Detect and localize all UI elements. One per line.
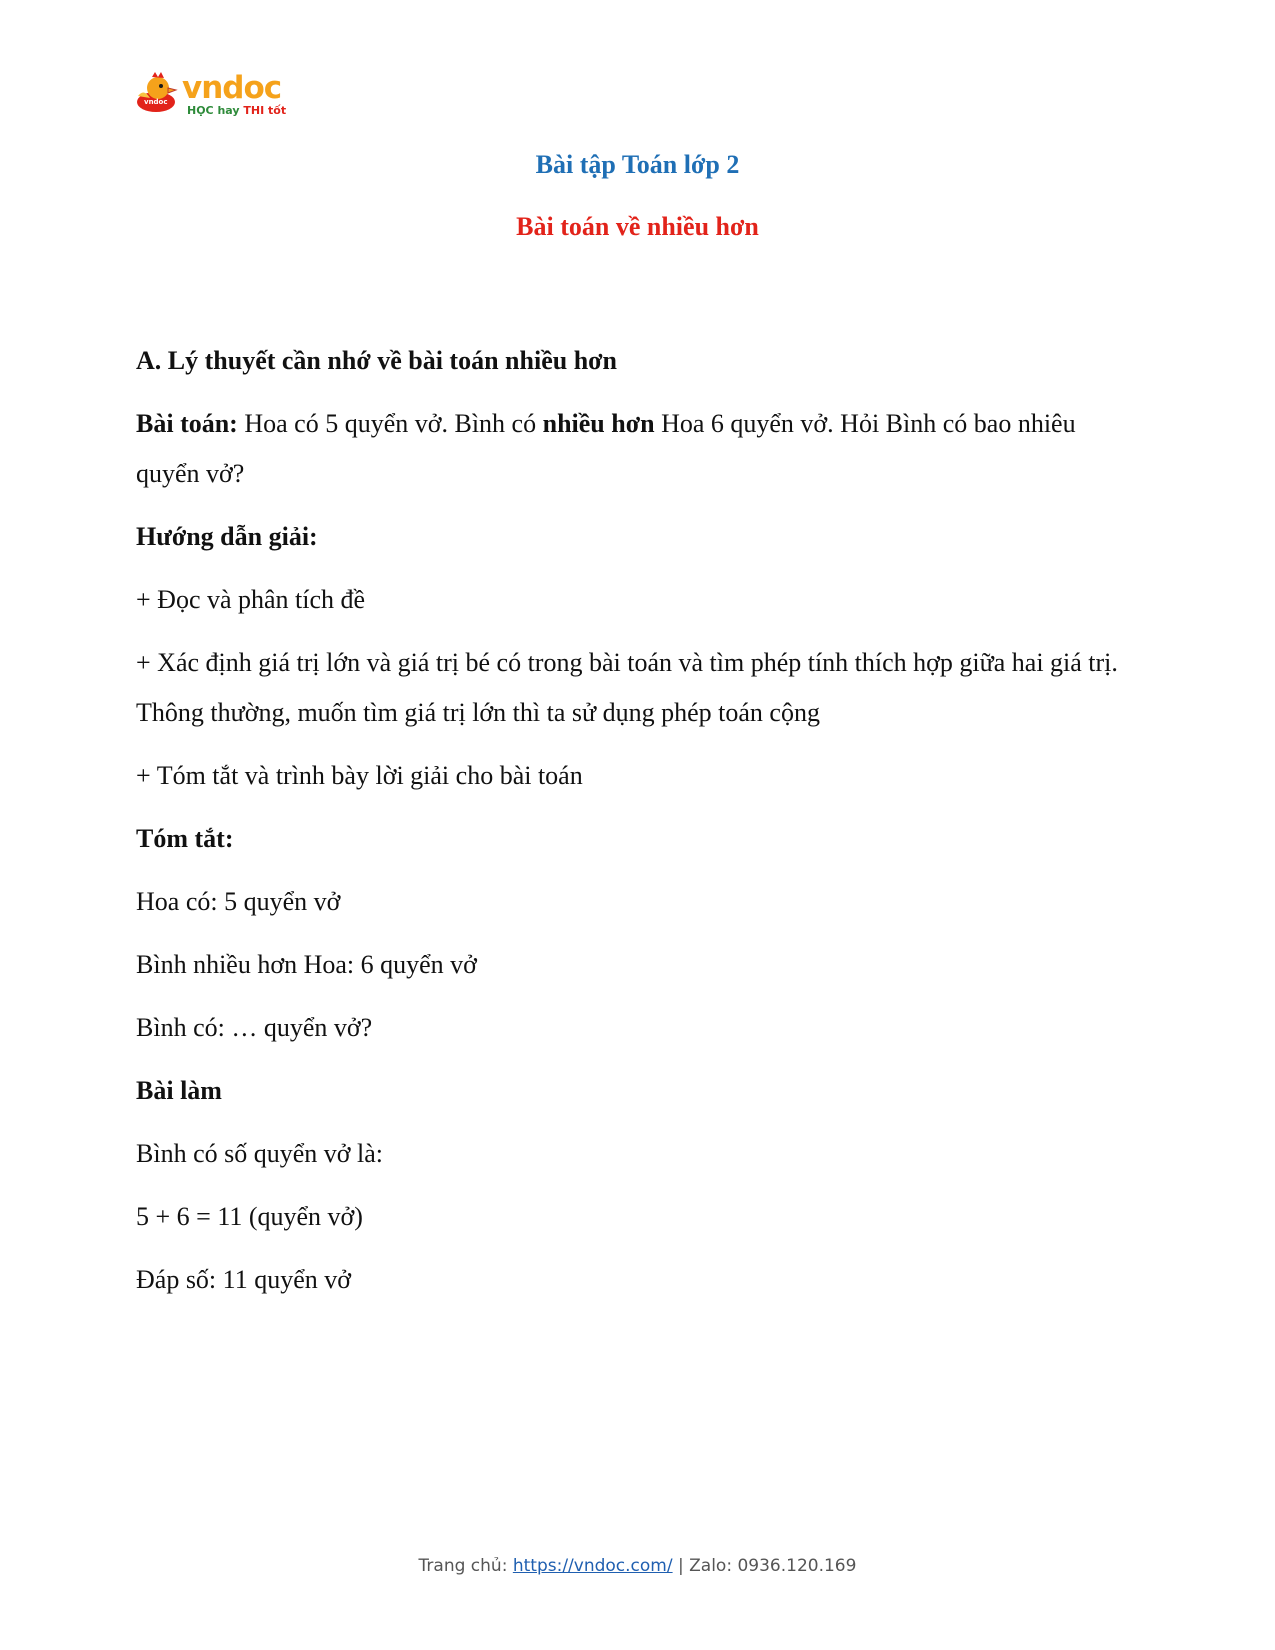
solution-line: Đáp số: 11 quyển vở (136, 1265, 351, 1294)
problem-label: Bài toán: (136, 409, 238, 438)
slogan-part1: HỌC hay (187, 104, 244, 117)
solution-label: Bài làm (136, 1076, 222, 1105)
footer-home-link[interactable]: https://vndoc.com/ (512, 1556, 673, 1576)
problem-paragraph (136, 399, 1136, 499)
problem-text-2: Hoa 6 quyển vở. Hỏi Bình có bao nhiêu quyển vở? (136, 409, 1076, 488)
page-footer (0, 1556, 1275, 1576)
page-title: Bài tập Toán lớp 2 (535, 150, 740, 179)
summary-label: Tóm tắt: (136, 824, 234, 853)
guide-step: + Tóm tắt và trình bày lời giải cho bài toán (136, 761, 583, 790)
solution-line: 5 + 6 = 11 (quyển vở) (136, 1202, 363, 1231)
slogan-part2: THI tốt (243, 104, 287, 117)
page-subtitle: Bài toán về nhiều hơn (516, 212, 759, 241)
solution-line: Bình có số quyển vở là: (136, 1139, 383, 1168)
logo-slogan (187, 104, 286, 117)
section-heading: A. Lý thuyết cần nhớ về bài toán nhiều hơn (136, 346, 618, 375)
summary-line: Bình nhiều hơn Hoa: 6 quyển vở (136, 950, 477, 979)
summary-line: Bình có: … quyển vở? (136, 1013, 373, 1042)
problem-emphasis: nhiều hơn (542, 409, 655, 438)
rooster-mascot-icon (134, 72, 182, 116)
footer-zalo: Zalo: 0936.120.169 (689, 1556, 857, 1576)
guide-step: + Xác định giá trị lớn và giá trị bé có trong bài toán và tìm phép tính thích hợp giữa hai giá trị. Thông thường, muốn tìm giá trị lớn thì ta sử dụng phép toán cộng (136, 648, 1118, 727)
guide-label: Hướng dẫn giải: (136, 522, 318, 551)
vndoc-logo[interactable] (134, 72, 294, 122)
logo-brand: vndoc (182, 70, 282, 106)
footer-home-label: Trang chủ: (418, 1556, 513, 1576)
problem-text-1: Hoa có 5 quyển vở. Bình có (237, 409, 543, 438)
guide-step: + Đọc và phân tích đề (136, 585, 366, 614)
footer-separator: | (672, 1556, 690, 1576)
summary-line: Hoa có: 5 quyển vở (136, 887, 341, 916)
mascot-label: vndoc (144, 98, 168, 106)
document-body (136, 336, 1136, 1318)
